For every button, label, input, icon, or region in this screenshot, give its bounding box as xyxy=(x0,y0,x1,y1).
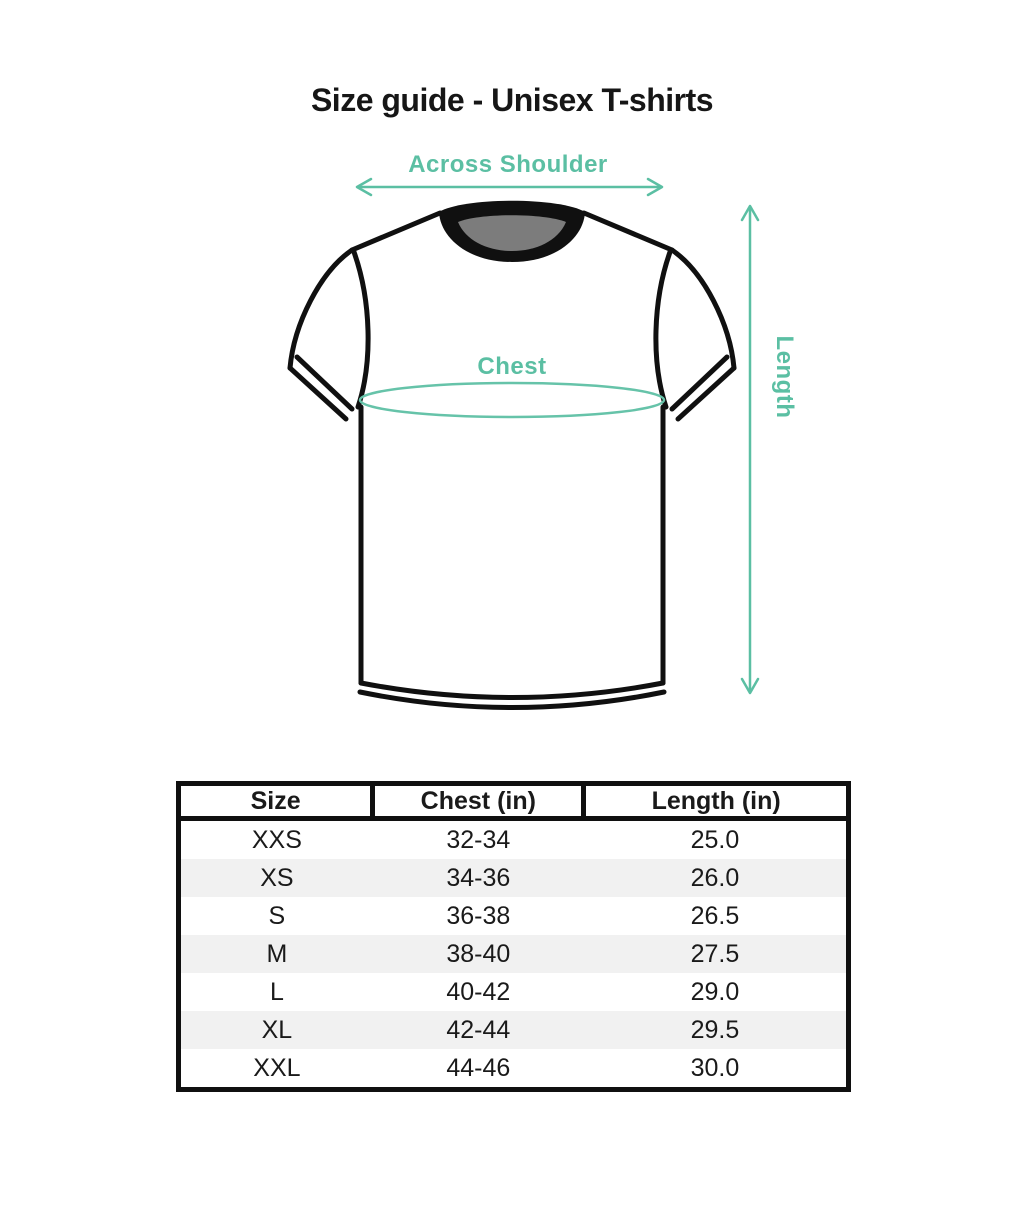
across-shoulder-label: Across Shoulder xyxy=(408,151,608,178)
right-sleeve-seam xyxy=(656,252,670,407)
column-header-length: Length (in) xyxy=(584,784,849,819)
size-cell: L xyxy=(269,977,284,1006)
left-sleeve-outer xyxy=(290,250,352,368)
length-label: Length xyxy=(771,335,798,419)
length-cell: 26.0 xyxy=(584,859,849,897)
length-arrow xyxy=(742,206,758,693)
length-cell: 25.0 xyxy=(690,825,740,854)
chest-cell: 38-40 xyxy=(373,935,584,973)
left-sleeve-seam xyxy=(354,252,368,407)
page-title: Size guide - Unisex T-shirts xyxy=(310,82,714,118)
size-cell: S xyxy=(268,901,286,930)
length-cell: 27.5 xyxy=(584,935,849,973)
chest-ellipse xyxy=(360,383,664,417)
chest-cell: 42-44 xyxy=(373,1011,584,1049)
chest-cell: 44-46 xyxy=(446,1053,511,1082)
chest-cell: 32-34 xyxy=(446,825,511,854)
column-header-chest: Chest (in) xyxy=(373,784,584,819)
size-cell: XS xyxy=(179,859,373,897)
table-row xyxy=(179,819,849,860)
chest-label: Chest xyxy=(477,353,547,380)
table-row xyxy=(179,859,849,897)
tshirt-outline xyxy=(290,213,734,708)
chest-cell: 36-38 xyxy=(446,901,511,930)
length-cell: 26.5 xyxy=(690,901,740,930)
right-shoulder-line xyxy=(584,213,672,250)
hem-upper-line xyxy=(361,683,663,698)
chest-cell: 40-42 xyxy=(446,977,511,1006)
right-sleeve-outer xyxy=(672,250,734,368)
table-row xyxy=(179,1011,849,1049)
column-header-size: Size xyxy=(179,784,373,819)
measurement-arrows xyxy=(357,179,758,693)
size-table xyxy=(176,781,851,1092)
size-cell: XXL xyxy=(253,1053,301,1082)
size-cell: XL xyxy=(179,1011,373,1049)
table-row xyxy=(179,1049,849,1090)
length-cell: 29.5 xyxy=(584,1011,849,1049)
chest-cell: 34-36 xyxy=(373,859,584,897)
table-row xyxy=(179,973,849,1011)
length-cell: 29.0 xyxy=(690,977,740,1006)
table-row xyxy=(179,897,849,935)
size-cell: M xyxy=(179,935,373,973)
size-cell: XXS xyxy=(251,825,302,854)
across-shoulder-arrow xyxy=(357,179,662,195)
table-row xyxy=(179,935,849,973)
length-cell: 30.0 xyxy=(690,1053,740,1082)
left-shoulder-line xyxy=(352,213,440,250)
size-table-header-row xyxy=(179,784,849,819)
